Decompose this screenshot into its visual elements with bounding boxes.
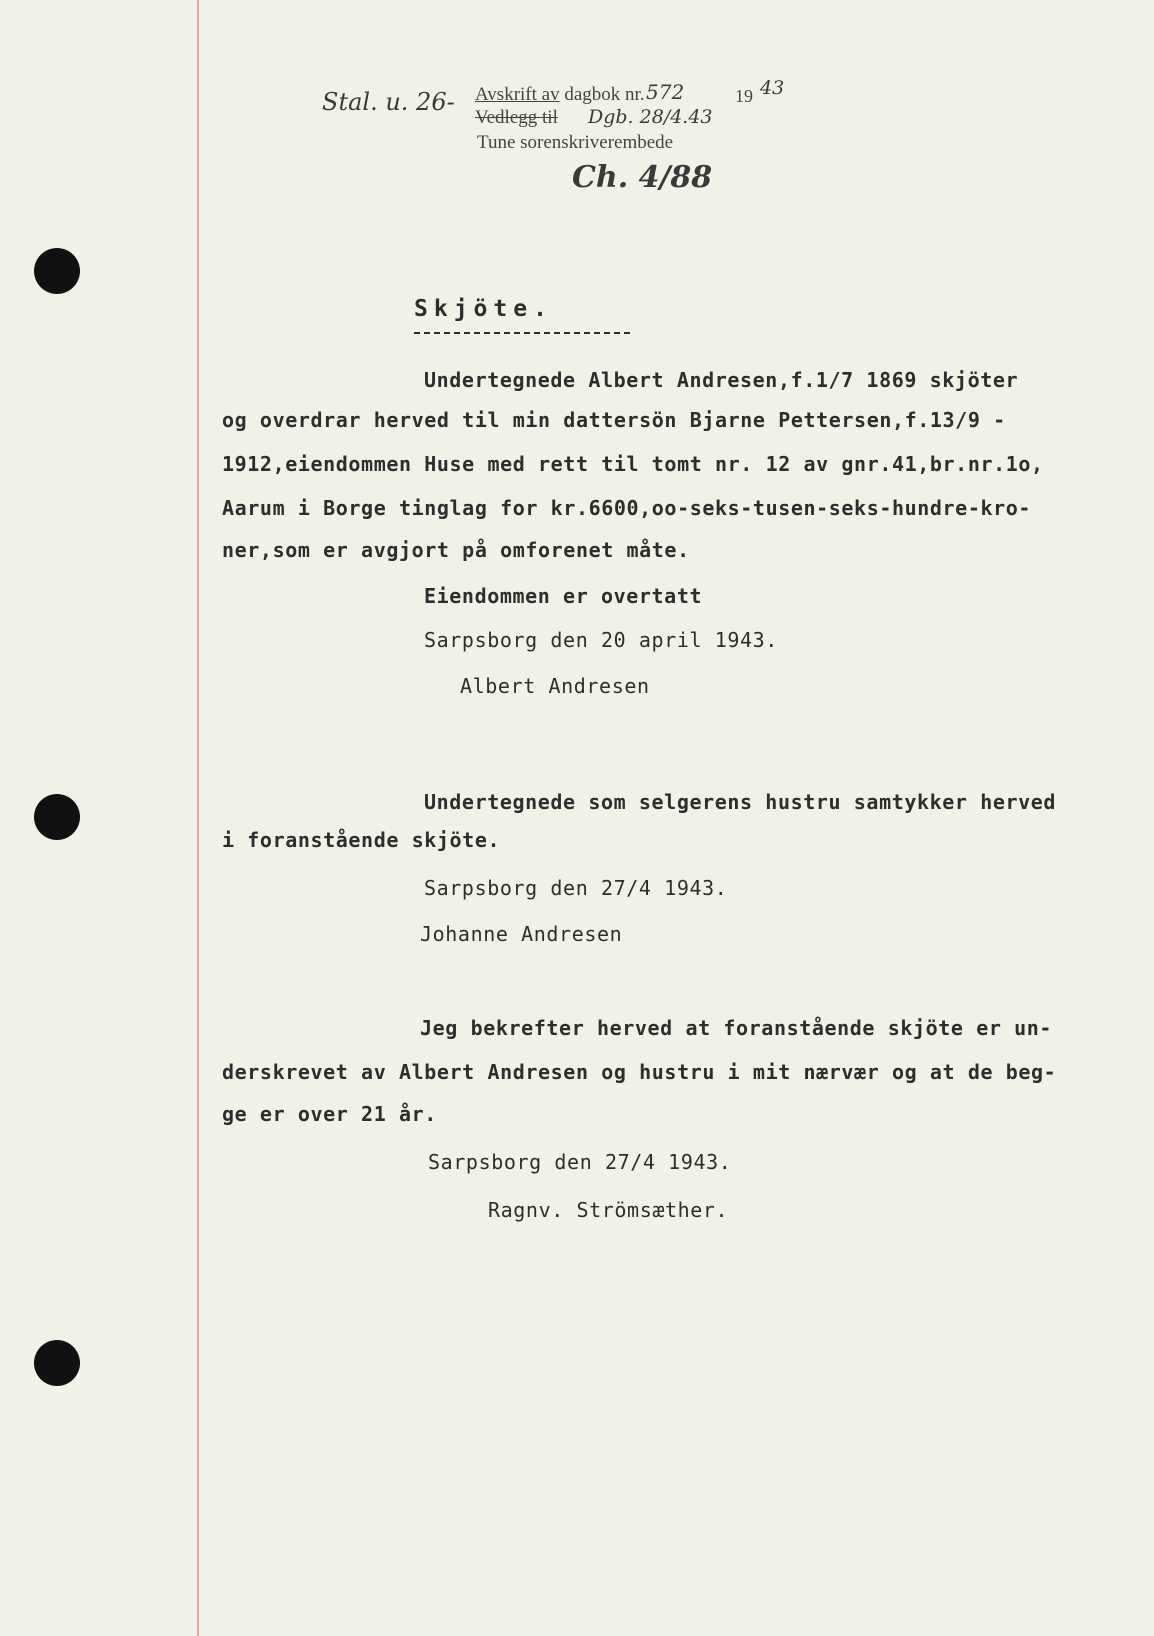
signature: Albert Andresen (460, 674, 650, 698)
body-line: og overdrar herved til min dattersön Bjarne Pettersen,f.13/9 - (222, 408, 1006, 432)
body-line: ner,som er avgjort på omforenet måte. (222, 538, 690, 562)
body-line: i foranstående skjöte. (222, 828, 501, 852)
handwritten-year: 43 (760, 77, 785, 99)
stamp-line-2 (475, 107, 558, 129)
body-line: ge er over 21 år. (222, 1102, 437, 1126)
stamp-dagbok-label: dagbok nr. (564, 84, 645, 105)
body-line: Jeg bekrefter herved at foranstående skjöte er un- (420, 1016, 1053, 1040)
handwritten-note-left: Stal. u. 26- (322, 88, 455, 116)
body-line: Undertegnede som selgerens hustru samtykker herved (424, 790, 1057, 814)
place-date: Sarpsborg den 27/4 1943. (424, 876, 728, 900)
handwritten-dagbok-number: 572 (646, 80, 685, 104)
title-underline (414, 332, 630, 334)
stamp-vedlegg-label: Vedlegg til (475, 107, 558, 128)
signature: Ragnv. Strömsæther. (488, 1198, 729, 1222)
place-date: Sarpsborg den 27/4 1943. (428, 1150, 732, 1174)
stamp-avskrift-label: Avskrift av (475, 84, 560, 105)
handwritten-initials: Ch. 4/88 (572, 160, 713, 195)
punch-hole (34, 248, 80, 294)
punch-hole (34, 1340, 80, 1386)
margin-rule (197, 0, 199, 1636)
place-date: Sarpsborg den 20 april 1943. (424, 628, 778, 652)
body-line: 1912,eiendommen Huse med rett til tomt nr. 12 av gnr.41,br.nr.1o, (222, 452, 1044, 476)
handwritten-date: Dgb. 28/4.43 (588, 106, 713, 128)
stamp-office-name: Tune sorenskriverembede (477, 132, 674, 153)
document-title: Skjöte. (414, 296, 553, 322)
stamp-line-1 (475, 84, 645, 106)
punch-hole (34, 794, 80, 840)
stamp-year-prefix: 19 (735, 86, 753, 106)
body-line: derskrevet av Albert Andresen og hustru i mit nærvær og at de beg- (222, 1060, 1057, 1084)
body-line: Eiendommen er overtatt (424, 584, 703, 608)
body-line: Aarum i Borge tinglag for kr.6600,oo-seks-tusen-seks-hundre-kro- (222, 496, 1032, 520)
body-line: Undertegnede Albert Andresen,f.1/7 1869 skjöter (424, 368, 1019, 392)
signature: Johanne Andresen (420, 922, 623, 946)
